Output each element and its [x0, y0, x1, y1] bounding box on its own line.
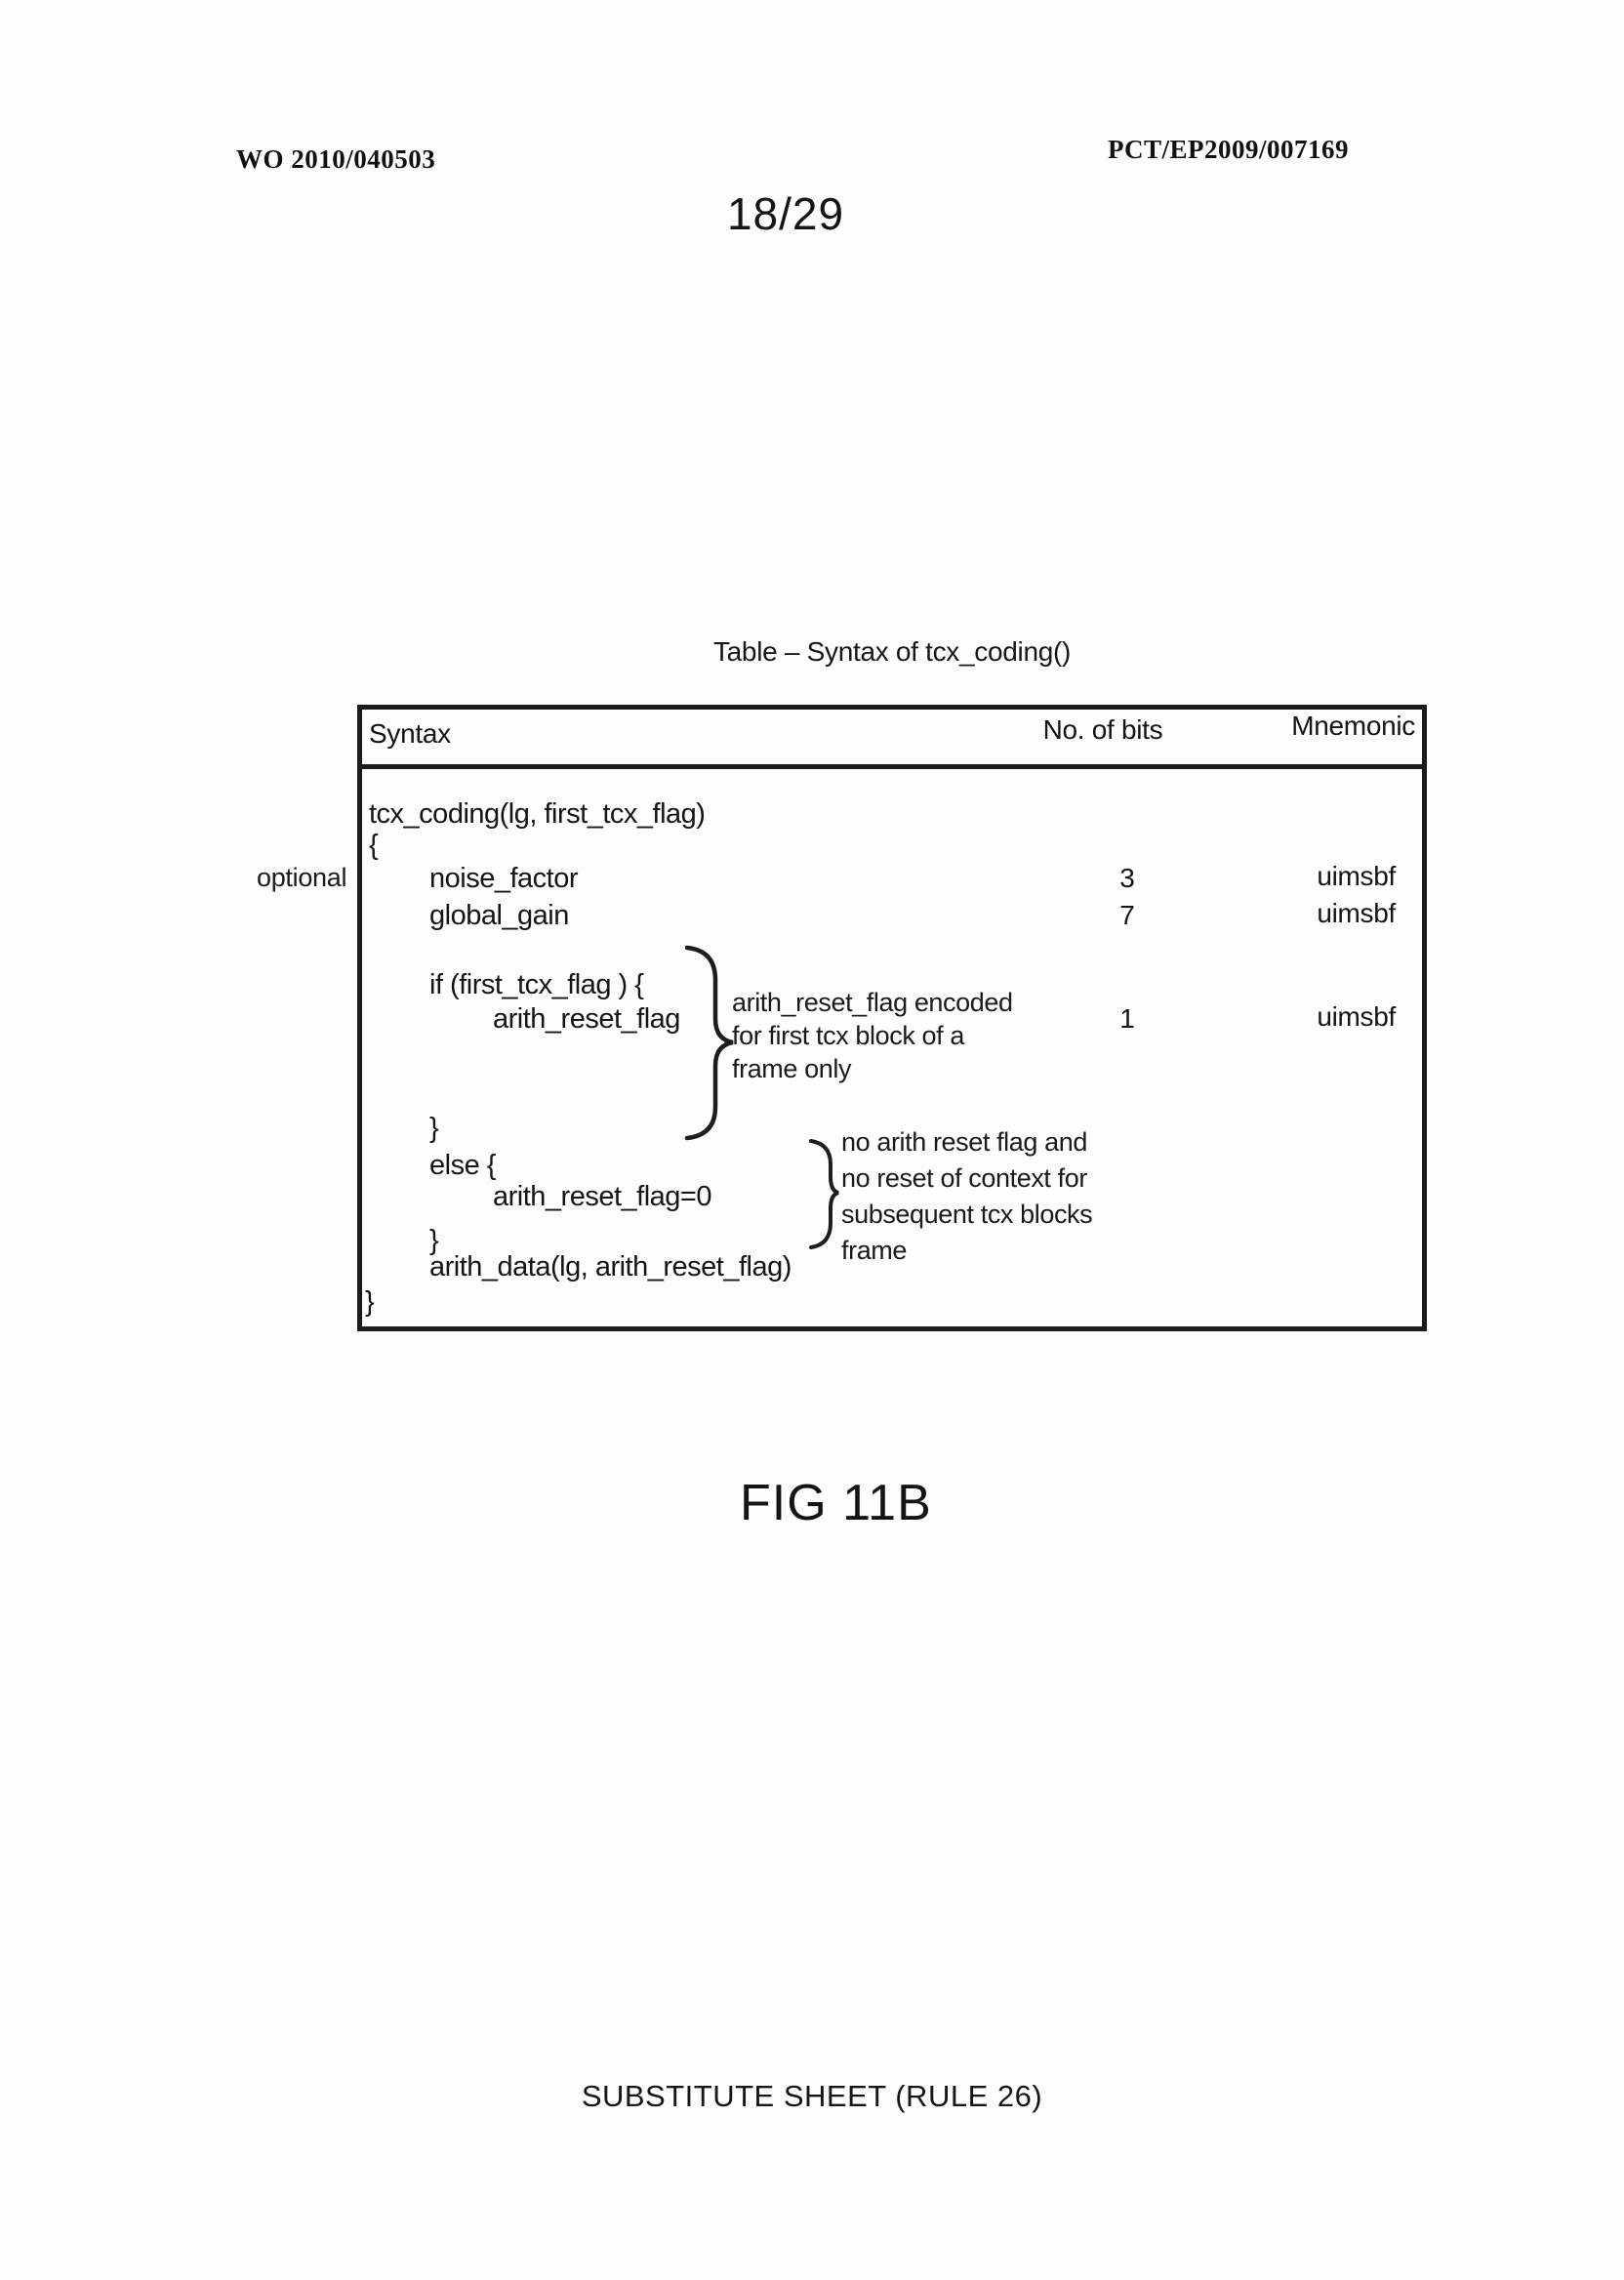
code-line: arith_data(lg, arith_reset_flag)	[429, 1251, 792, 1282]
column-header-no-of-bits: No. of bits	[1042, 714, 1163, 745]
code-line: }	[429, 1225, 439, 1256]
footer-rule-text: SUBSTITUTE SHEET (RULE 26)	[581, 2079, 1043, 2113]
mnemonic-value: uimsbf	[1317, 1001, 1396, 1032]
annotation-line: frame only	[732, 1054, 852, 1083]
bits-value: 1	[1119, 1003, 1135, 1034]
code-line: else {	[429, 1150, 496, 1181]
table-header-separator	[357, 764, 1427, 769]
sheet-number: 18/29	[726, 188, 845, 239]
annotation-line: arith_reset_flag encoded	[732, 988, 1013, 1017]
annotation-line: frame	[841, 1236, 908, 1265]
code-line: noise_factor	[429, 863, 578, 894]
annotation-line: subsequent tcx blocks	[841, 1200, 1093, 1229]
code-line: }	[429, 1113, 439, 1144]
column-header-mnemonic: Mnemonic	[1291, 711, 1415, 741]
annotation-line: for first tcx block of a	[732, 1021, 964, 1050]
code-line: tcx_coding(lg, first_tcx_flag)	[369, 798, 706, 830]
bits-value: 3	[1119, 863, 1135, 893]
column-header-syntax: Syntax	[369, 718, 451, 749]
code-line: global_gain	[429, 900, 569, 931]
bits-value: 7	[1119, 900, 1135, 930]
optional-side-label: optional	[257, 863, 347, 892]
code-line: if (first_tcx_flag ) {	[429, 969, 644, 1000]
figure-caption: FIG 11B	[740, 1475, 932, 1531]
code-line: arith_reset_flag	[493, 1003, 680, 1035]
table-title: Table – Syntax of tcx_coding()	[712, 636, 1072, 667]
annotation-line: no arith reset flag and	[841, 1127, 1087, 1157]
code-line: arith_reset_flag=0	[493, 1181, 711, 1212]
mnemonic-value: uimsbf	[1317, 861, 1396, 891]
annotation-line: no reset of context for	[841, 1163, 1087, 1193]
mnemonic-value: uimsbf	[1317, 898, 1396, 928]
application-number: PCT/EP2009/007169	[1108, 135, 1350, 164]
code-line: {	[369, 830, 379, 861]
publication-number: WO 2010/040503	[236, 144, 436, 174]
code-line: }	[365, 1286, 375, 1318]
